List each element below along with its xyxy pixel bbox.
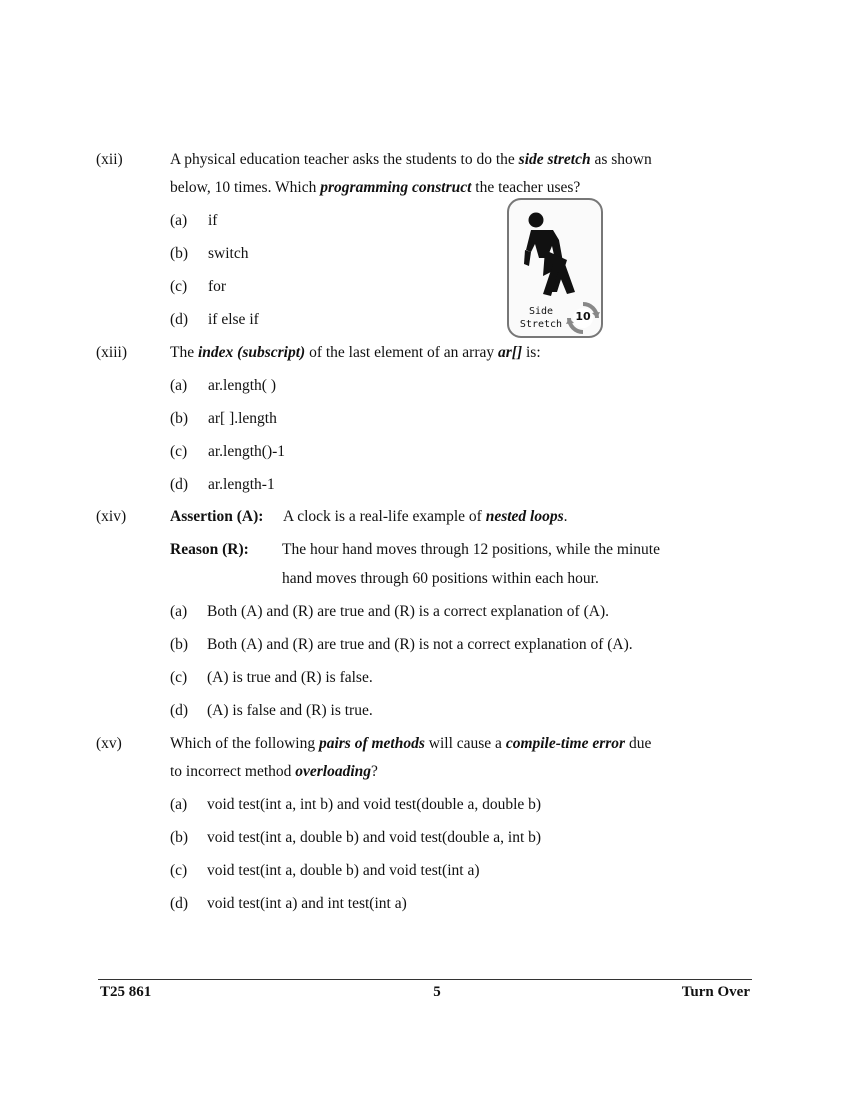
option-text: switch bbox=[208, 245, 249, 262]
question-text-line bbox=[170, 344, 541, 362]
option-text: (A) is false and (R) is true. bbox=[207, 702, 373, 719]
option-text: Both (A) and (R) are true and (R) is not a correct explanation of (A). bbox=[207, 636, 633, 653]
option-text: if else if bbox=[208, 311, 259, 328]
option-label: (b) bbox=[170, 245, 189, 262]
option-text: void test(int a) and int test(int a) bbox=[207, 895, 407, 912]
figure-label-line: Stretch bbox=[519, 319, 563, 330]
text-span: A physical education teacher asks the students to do the bbox=[170, 151, 519, 168]
emphasis-text: nested loops bbox=[485, 508, 564, 525]
footer-divider bbox=[98, 979, 752, 980]
stretching-person-icon bbox=[509, 206, 601, 306]
turn-over-label: Turn Over bbox=[681, 984, 750, 1000]
option-text: for bbox=[208, 278, 227, 295]
text-span: the teacher uses? bbox=[471, 179, 581, 196]
option-label: (c) bbox=[170, 862, 188, 879]
question-number: (xii) bbox=[96, 151, 123, 168]
option-text: Both (A) and (R) are true and (R) is a correct explanation of (A). bbox=[207, 603, 609, 620]
reason-text-line: hand moves through 60 positions within each hour. bbox=[282, 570, 599, 587]
question-text-line bbox=[170, 735, 651, 753]
question-text-line bbox=[170, 179, 580, 197]
emphasis-text: ar[] bbox=[498, 344, 523, 361]
emphasis-text: programming construct bbox=[320, 179, 472, 196]
reason-text-line: The hour hand moves through 12 positions, while the minute bbox=[282, 541, 660, 558]
option-label: (a) bbox=[170, 603, 188, 620]
emphasis-text: side stretch bbox=[518, 151, 591, 168]
option-label: (c) bbox=[170, 669, 188, 686]
option-label: (a) bbox=[170, 796, 188, 813]
option-label: (d) bbox=[170, 895, 189, 912]
text-span: . bbox=[563, 508, 568, 525]
emphasis-text: pairs of methods bbox=[318, 735, 425, 752]
option-text: ar[ ].length bbox=[208, 410, 277, 427]
text-span: as shown bbox=[590, 151, 652, 168]
option-label: (c) bbox=[170, 443, 188, 460]
side-stretch-figure bbox=[507, 198, 603, 338]
option-text: void test(int a, double b) and void test(int a) bbox=[207, 862, 480, 879]
option-label: (d) bbox=[170, 702, 189, 719]
option-text: void test(int a, int b) and void test(double a, double b) bbox=[207, 796, 542, 813]
text-span: below, 10 times. Which bbox=[170, 179, 321, 196]
option-text: if bbox=[208, 212, 218, 229]
emphasis-text: compile-time error bbox=[505, 735, 626, 752]
text-span: to incorrect method bbox=[170, 763, 296, 780]
option-label: (b) bbox=[170, 636, 189, 653]
repeat-count: 10 bbox=[575, 310, 591, 323]
question-number: (xiii) bbox=[96, 344, 127, 361]
option-text: void test(int a, double b) and void test(double a, int b) bbox=[207, 829, 542, 846]
reason-label: Reason (R): bbox=[170, 541, 249, 558]
option-text: ar.length()-1 bbox=[208, 443, 286, 460]
question-number: (xiv) bbox=[96, 508, 127, 525]
option-text: ar.length( ) bbox=[208, 377, 277, 394]
text-span: will cause a bbox=[424, 735, 506, 752]
page-number: 5 bbox=[433, 984, 441, 1000]
option-label: (a) bbox=[170, 377, 188, 394]
assertion-text bbox=[283, 508, 568, 526]
figure-label-line: Side bbox=[528, 306, 554, 317]
question-text-line bbox=[170, 151, 652, 169]
text-span: ? bbox=[371, 763, 378, 780]
option-label: (c) bbox=[170, 278, 188, 295]
option-text: (A) is true and (R) is false. bbox=[207, 669, 373, 686]
emphasis-text: index (subscript) bbox=[197, 344, 306, 361]
emphasis-text: overloading bbox=[295, 763, 372, 780]
question-number: (xv) bbox=[96, 735, 122, 752]
option-label: (a) bbox=[170, 212, 188, 229]
assertion-label: Assertion (A): bbox=[170, 508, 264, 525]
option-label: (b) bbox=[170, 410, 189, 427]
text-span: due bbox=[625, 735, 652, 752]
option-label: (d) bbox=[170, 476, 189, 493]
text-span: The bbox=[170, 344, 198, 361]
text-span: A clock is a real-life example of bbox=[283, 508, 486, 525]
option-text: ar.length-1 bbox=[208, 476, 275, 493]
option-label: (b) bbox=[170, 829, 189, 846]
paper-code: T25 861 bbox=[100, 984, 152, 1000]
option-label: (d) bbox=[170, 311, 189, 328]
text-span: is: bbox=[522, 344, 541, 361]
question-text-line bbox=[170, 763, 378, 781]
text-span: of the last element of an array bbox=[305, 344, 499, 361]
text-span: Which of the following bbox=[170, 735, 319, 752]
